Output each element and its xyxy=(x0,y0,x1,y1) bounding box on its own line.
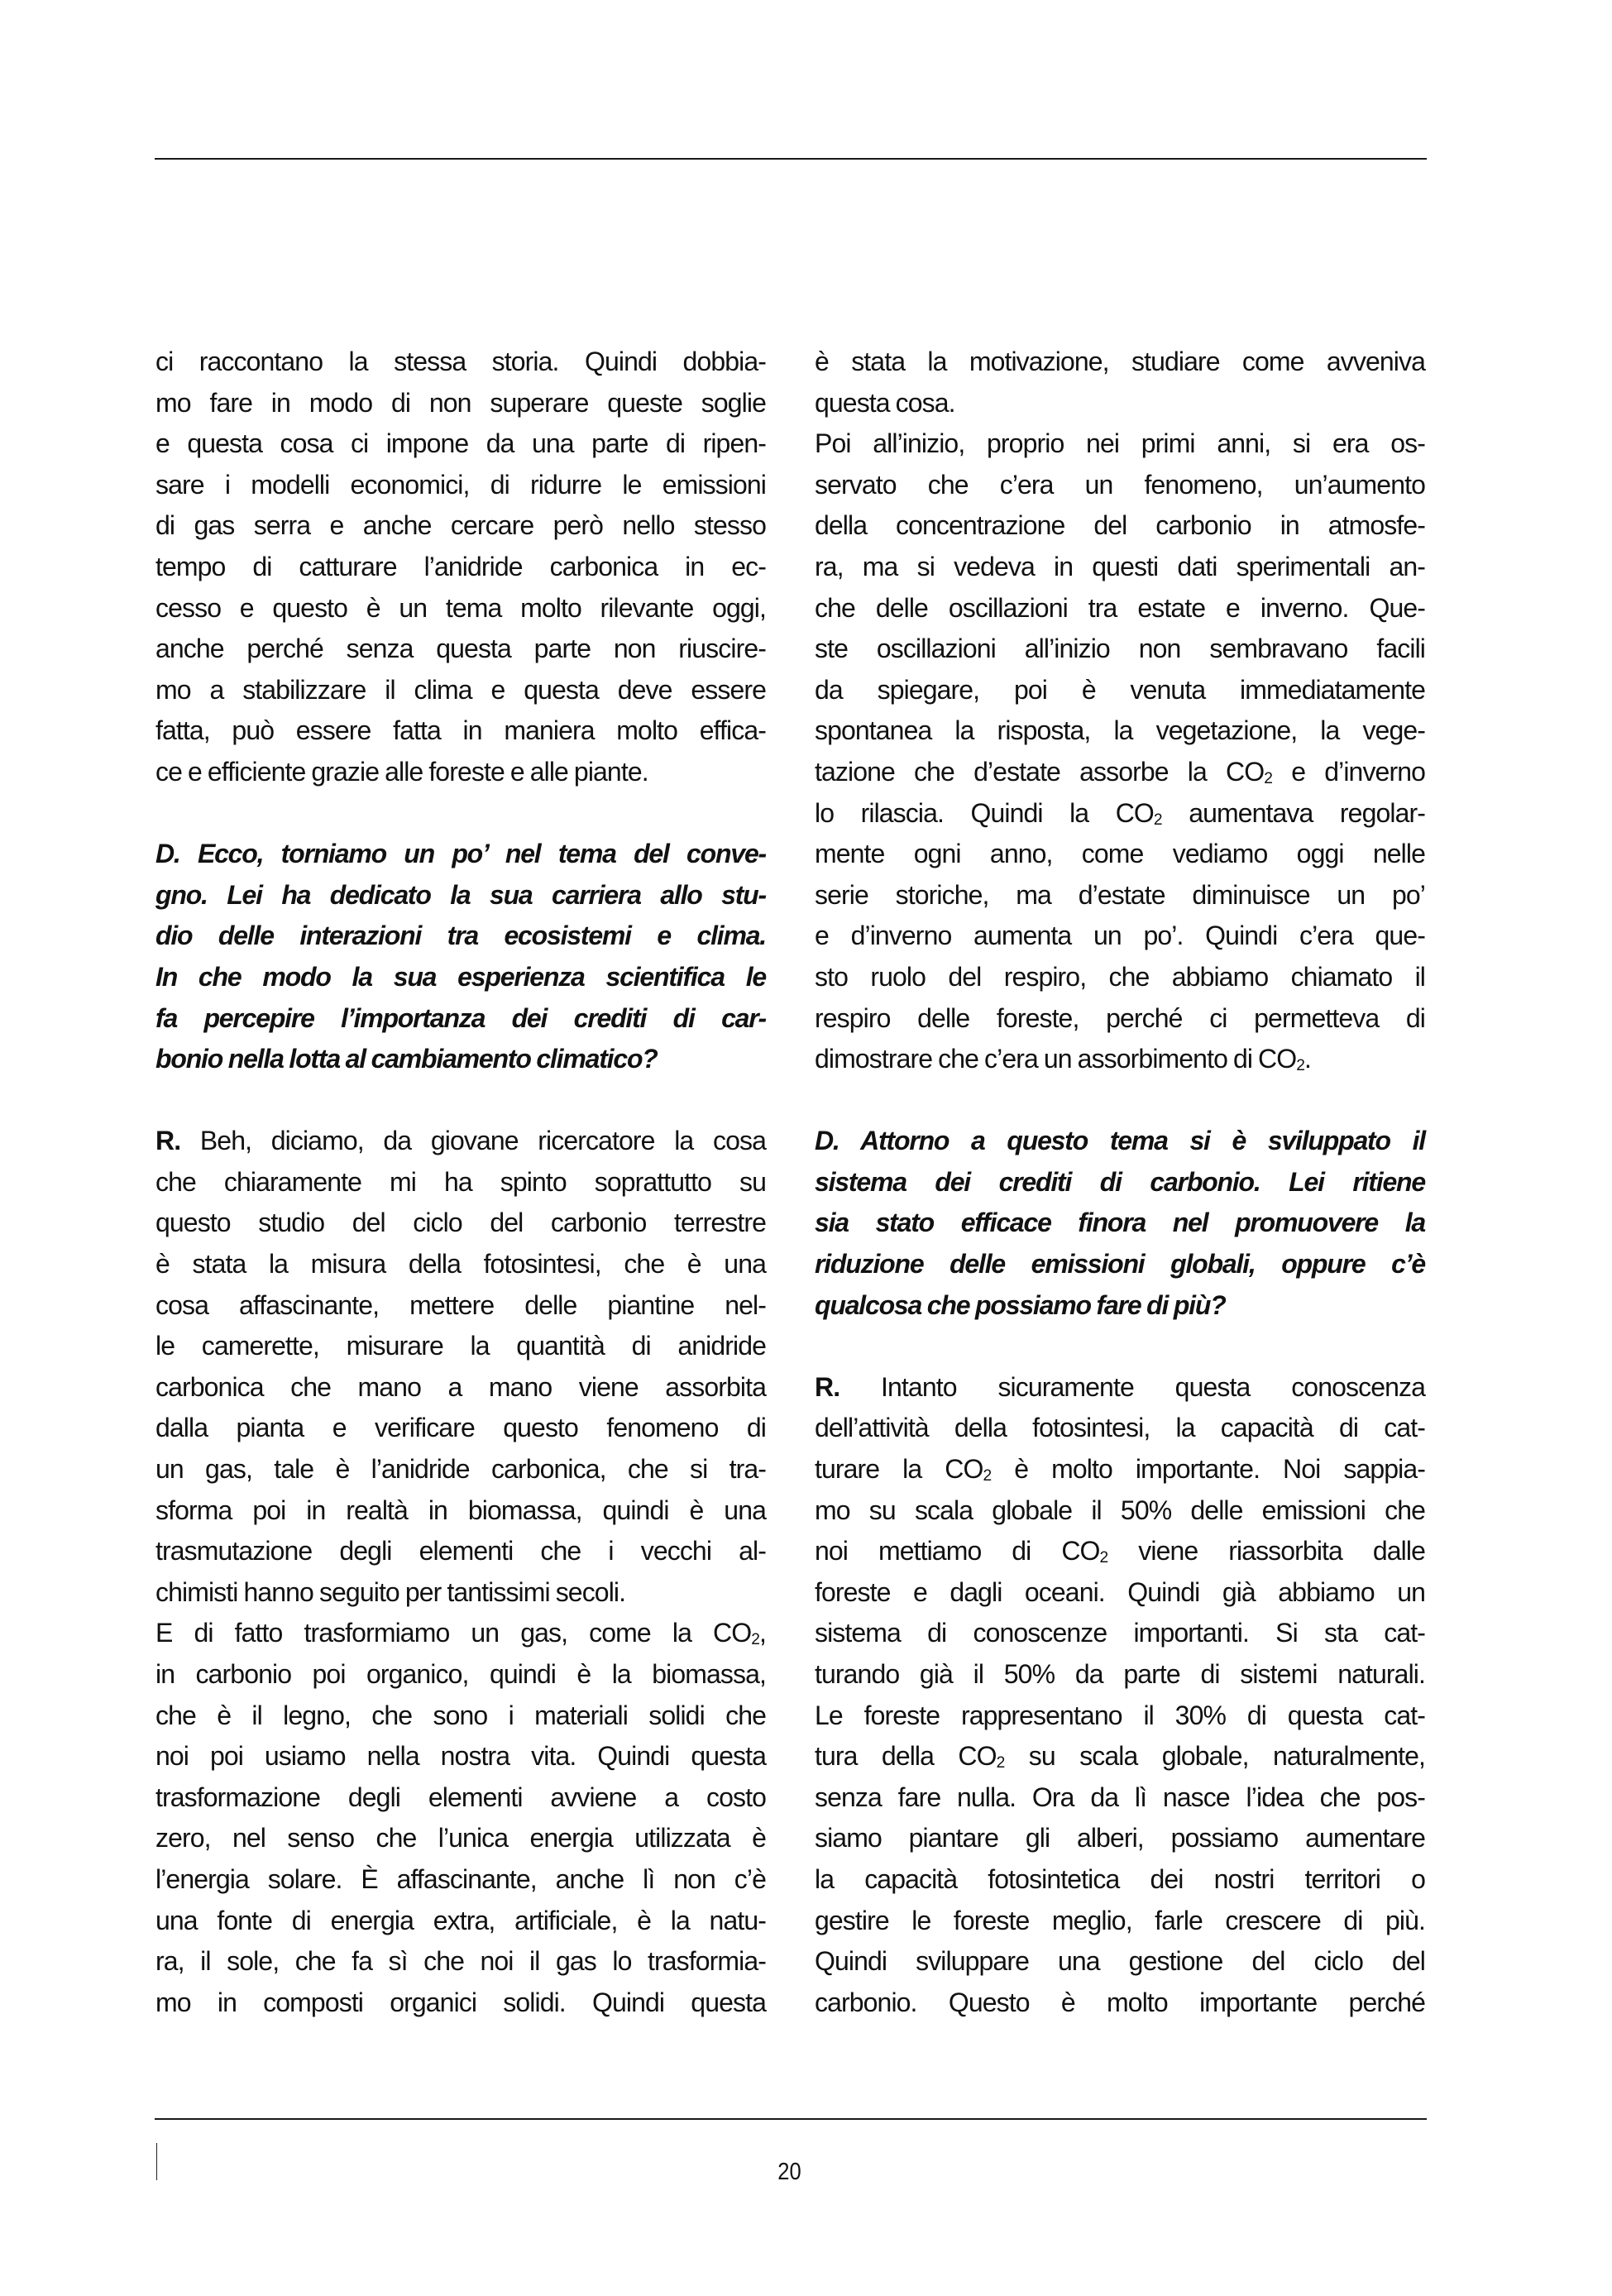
text-line: chimisti hanno seguito per tantissimi secoli. xyxy=(155,1576,626,1607)
text-line: dimostrare che c’era un assorbimento di $CO_2$. xyxy=(815,1044,1312,1075)
text-line: senza fare nulla. Ora da lì nasce l’idea che pos- xyxy=(815,1782,1425,1812)
text-line: è stata la misura della fotosintesi, che è una xyxy=(155,1249,766,1280)
text-line: gestire le foreste meglio, farle crescere di più. xyxy=(815,1905,1425,1935)
text-line: noi mettiamo di $CO_2$ viene riassorbita dalle xyxy=(815,1536,1425,1567)
text-line: sto ruolo del respiro, che abbiamo chiamato il xyxy=(815,961,1425,992)
question-line: bonio nella lotta al cambiamento climatico? xyxy=(155,1044,658,1074)
question-2 xyxy=(815,1121,1425,1326)
text-line: ste oscillazioni all’inizio non sembravano facili xyxy=(815,634,1425,664)
text-line: R. Intanto sicuramente questa conoscenza xyxy=(815,1371,1425,1402)
paragraph-gap xyxy=(155,1080,766,1122)
text-line: noi poi usiamo nella nostra vita. Quindi questa xyxy=(155,1741,766,1772)
text-line: della concentrazione del carbonio in atmosfe- xyxy=(815,510,1425,541)
text-line: l’energia solare. È affascinante, anche lì non c’è xyxy=(155,1863,766,1894)
text-line: sistema di conoscenze importanti. Si sta cat- xyxy=(815,1618,1425,1648)
text-line: anche perché senza questa parte non riuscire- xyxy=(155,634,766,664)
left-column xyxy=(155,342,766,2023)
question-line: sistema dei crediti di carbonio. Lei ritiene xyxy=(815,1166,1425,1197)
question-line: D. Attorno a questo tema si è sviluppato il xyxy=(815,1126,1425,1156)
text-line: siamo piantare gli alberi, possiamo aumentare xyxy=(815,1823,1425,1854)
text-line: Le foreste rappresentano il 30% di questa cat- xyxy=(815,1700,1425,1730)
text-line: mo fare in modo di non superare queste soglie xyxy=(155,387,766,418)
text-line: Quindi sviluppare una gestione del ciclo del xyxy=(815,1946,1425,1977)
text-line: in carbonio poi organico, quindi è la biomassa, xyxy=(155,1659,766,1689)
paragraph-gap xyxy=(155,793,766,835)
question-line: sia stato efficace finora nel promuovere la xyxy=(815,1208,1425,1238)
text-line: E di fatto trasformiamo un gas, come la $CO_2$, xyxy=(155,1618,766,1649)
answer-1 xyxy=(155,1121,766,2023)
text-line: che delle oscillazioni tra estate e inverno. Que- xyxy=(815,592,1425,623)
text-line: è stata la motivazione, studiare come avveniva xyxy=(815,347,1425,376)
header-rule xyxy=(155,158,1427,160)
text-line: carbonio. Questo è molto importante perché xyxy=(815,1987,1425,2017)
text-line: che chiaramente mi ha spinto soprattutto su xyxy=(155,1166,766,1197)
text-line: spontanea la risposta, la vegetazione, la vege- xyxy=(815,715,1425,746)
text-line: e questa cosa ci impone da una parte di ripen- xyxy=(155,428,766,459)
text-line: cesso e questo è un tema molto rilevante oggi, xyxy=(155,592,766,623)
text-line: trasformazione degli elementi avviene a costo xyxy=(155,1782,766,1812)
question-line: qualcosa che possiamo fare di più? xyxy=(815,1289,1226,1320)
page-number: 20 xyxy=(777,2159,801,2185)
text-line: sare i modelli economici, di ridurre le emissioni xyxy=(155,469,766,500)
text-line: tempo di catturare l’anidride carbonica in ec- xyxy=(155,551,766,581)
answer-tag: R. xyxy=(815,1371,840,1402)
text-line: respiro delle foreste, perché ci permetteva di xyxy=(815,1002,1425,1033)
text-line: carbonica che mano a mano viene assorbita xyxy=(155,1371,766,1402)
answer-tag: R. xyxy=(155,1126,181,1156)
text-line: trasmutazione degli elementi che i vecchi al- xyxy=(155,1536,766,1567)
text-line: mo in composti organici solidi. Quindi questa xyxy=(155,1987,766,2017)
text-line: mo a stabilizzare il clima e questa deve essere xyxy=(155,674,766,705)
paragraph-continued xyxy=(815,342,1425,423)
text-line: da spiegare, poi è venuta immediatamente xyxy=(815,674,1425,705)
text-line: serie storiche, ma d’estate diminuisce un po’ xyxy=(815,879,1425,910)
question-line: D. Ecco, torniamo un po’ nel tema del conve- xyxy=(155,839,766,869)
text-line: turando già il 50% da parte di sistemi naturali. xyxy=(815,1659,1425,1689)
text-line: sforma poi in realtà in biomassa, quindi è una xyxy=(155,1495,766,1525)
text-line: questo studio del ciclo del carbonio terrestre xyxy=(155,1208,766,1238)
text-line: che è il legno, che sono i materiali solidi che xyxy=(155,1700,766,1730)
text-line: ci raccontano la stessa storia. Quindi dobbia- xyxy=(155,347,766,376)
text-line: questa cosa. xyxy=(815,387,955,418)
text-line: turare la $CO_2$ è molto importante. Noi sappia- xyxy=(815,1454,1426,1485)
text-line: e d’inverno aumenta un po’. Quindi c’era que- xyxy=(815,921,1425,951)
text-line: dell’attività della fotosintesi, la capacità di cat- xyxy=(815,1413,1425,1443)
text-line: tura della $CO_2$ su scala globale, naturalmente, xyxy=(815,1741,1425,1772)
paragraph-intro xyxy=(155,342,766,793)
text-line: tazione che d’estate assorbe la $CO_2$ e d’inverno xyxy=(815,756,1426,787)
text-line: dalla pianta e verificare questo fenomeno di xyxy=(155,1413,766,1443)
footer-rule xyxy=(155,2118,1427,2120)
text-line: di gas serra e anche cercare però nello stesso xyxy=(155,510,766,541)
paragraph-gap xyxy=(815,1080,1425,1122)
text-line: una fonte di energia extra, artificiale, è la natu- xyxy=(155,1905,766,1935)
question-1 xyxy=(155,834,766,1080)
text-line: foreste e dagli oceani. Quindi già abbiamo un xyxy=(815,1576,1425,1607)
text-line: un gas, tale è l’anidride carbonica, che si tra- xyxy=(155,1454,766,1485)
text-line: ce e efficiente grazie alle foreste e alle piante. xyxy=(155,756,648,787)
text-line: ra, il sole, che fa sì che noi il gas lo trasformia- xyxy=(155,1946,766,1977)
text-line: mente ogni anno, come vediamo oggi nelle xyxy=(815,839,1425,869)
paragraph-oscillations xyxy=(815,423,1425,1080)
text-line: zero, nel senso che l’unica energia utilizzata è xyxy=(155,1823,766,1854)
text-line: le camerette, misurare la quantità di anidride xyxy=(155,1331,766,1361)
text-line: lo rilascia. Quindi la $CO_2$ aumentava regolar- xyxy=(815,797,1425,829)
question-line: fa percepire l’importanza dei crediti di car- xyxy=(155,1002,766,1033)
text-line: R. Beh, diciamo, da giovane ricercatore la cosa xyxy=(155,1126,766,1156)
question-line: In che modo la sua esperienza scientifica le xyxy=(155,961,766,992)
paragraph-gap xyxy=(815,1326,1425,1367)
text-line: fatta, può essere fatta in maniera molto effica- xyxy=(155,715,766,746)
text-line: Poi all’inizio, proprio nei primi anni, si era os- xyxy=(815,428,1425,459)
right-column xyxy=(815,342,1425,2023)
text-line: mo su scala globale il 50% delle emissioni che xyxy=(815,1495,1425,1525)
text-line: ra, ma si vedeva in questi dati sperimentali an- xyxy=(815,551,1425,581)
text-line: cosa affascinante, mettere delle piantine nel- xyxy=(155,1289,766,1320)
text-line: servato che c’era un fenomeno, un’aumento xyxy=(815,469,1425,500)
text-line: la capacità fotosintetica dei nostri territori o xyxy=(815,1863,1425,1894)
question-line: dio delle interazioni tra ecosistemi e clima. xyxy=(155,921,766,951)
question-line: gno. Lei ha dedicato la sua carriera allo stu- xyxy=(155,879,766,910)
answer-2 xyxy=(815,1367,1425,2024)
question-line: riduzione delle emissioni globali, oppure c’è xyxy=(815,1249,1425,1280)
